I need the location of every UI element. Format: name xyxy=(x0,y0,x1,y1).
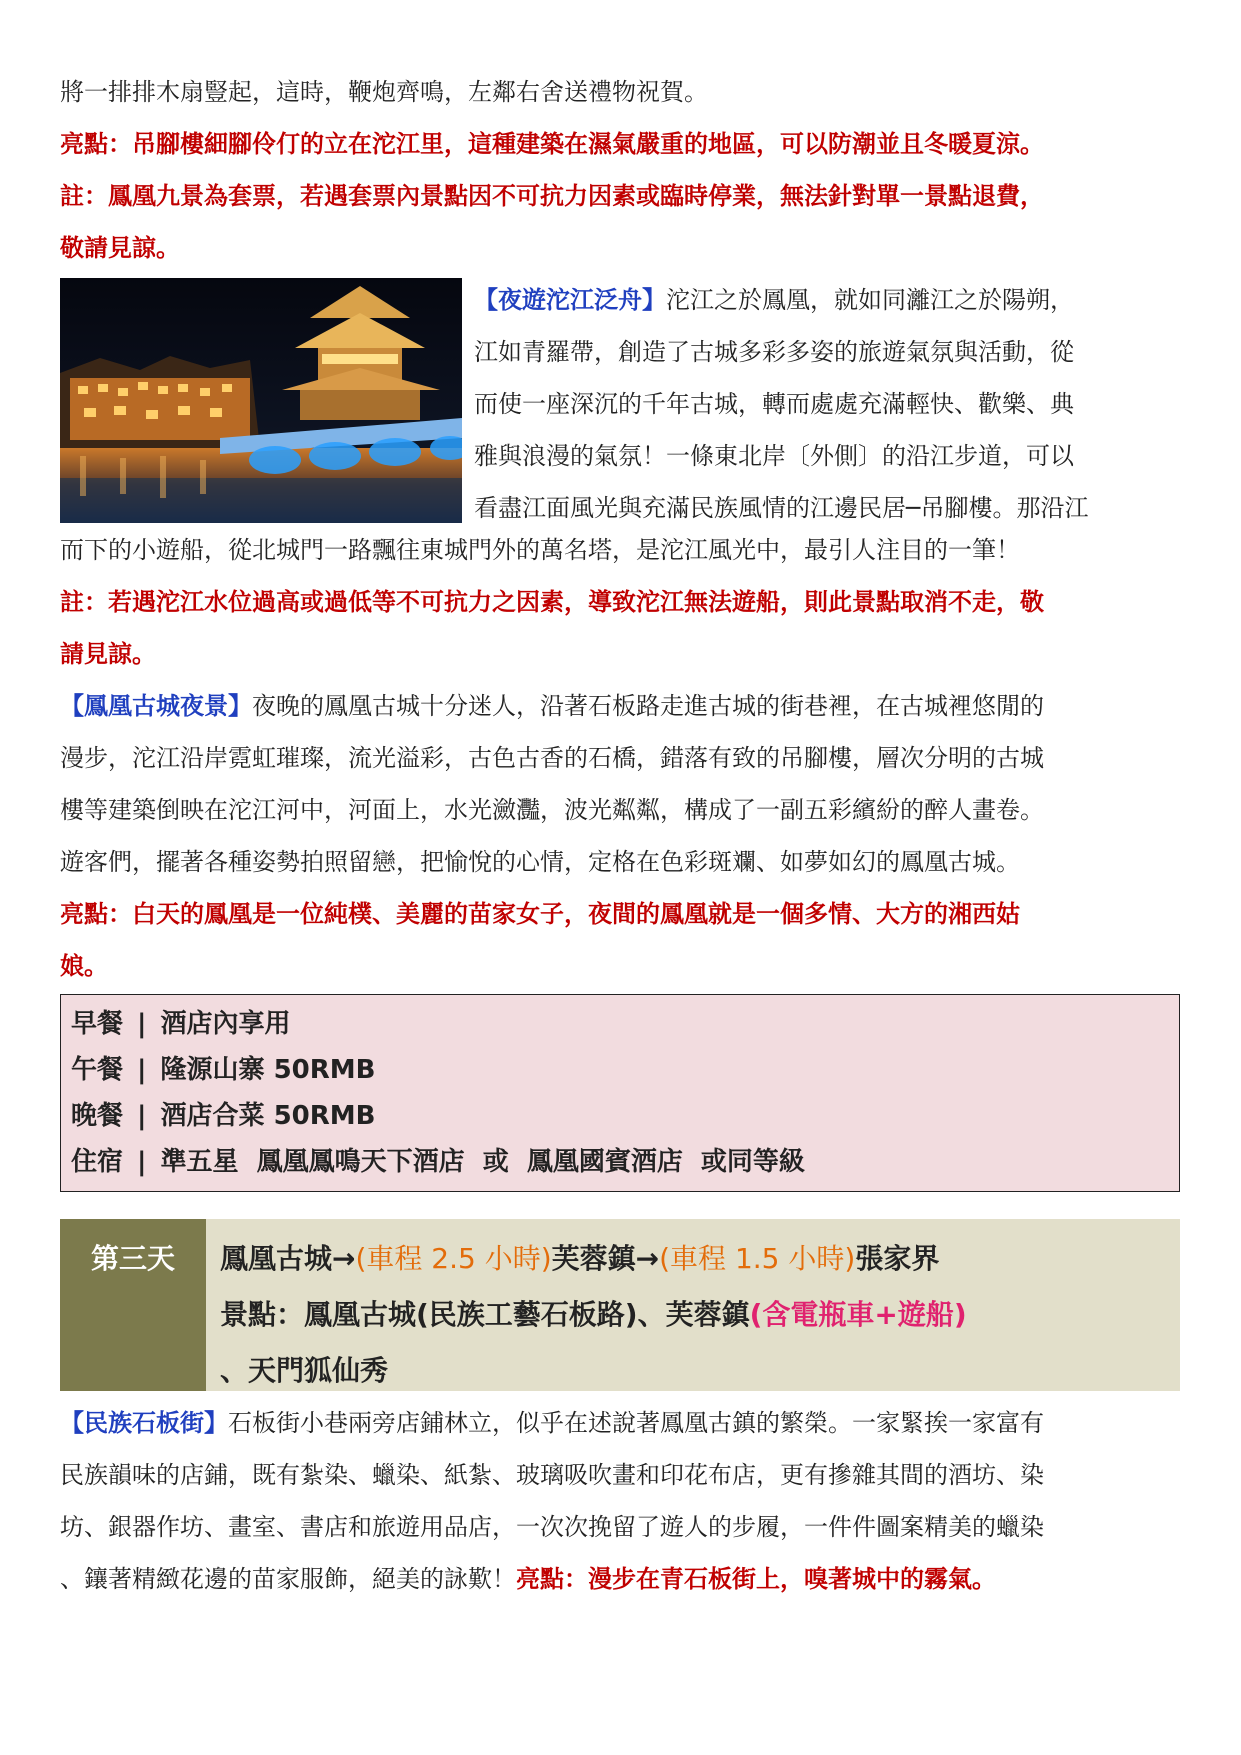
note-river-line2: 請見諒。 xyxy=(60,640,156,668)
stone-street-line4: 、鑲著精緻花邊的苗家服飾，絕美的詠歎！ xyxy=(60,1565,516,1593)
stone-street-line3: 坊、銀器作坊、畫室、書店和旅遊用品店，一次次挽留了遊人的步履，一件件圖案精美的蠟染 xyxy=(60,1513,1044,1541)
day3-header xyxy=(60,1219,1180,1391)
stone-street-line2: 民族韻味的店鋪，既有紮染、蠟染、紙紮、玻璃吸吹畫和印花布店，更有摻雜其間的酒坊、染 xyxy=(60,1461,1044,1489)
meal-label: 早餐 xyxy=(71,1009,124,1039)
night-view-line2: 漫步，沱江沿岸霓虹璀璨，流光溢彩，古色古香的石橋，錯落有致的吊腳樓，層次分明的古城 xyxy=(60,744,1044,772)
meal-value: 隆源山寨 50RMB xyxy=(160,1055,376,1085)
fenghuang-night-photo xyxy=(60,278,462,523)
night-view-title: 【鳳凰古城夜景】 xyxy=(60,692,252,720)
night-river-tail: 而下的小遊船，從北城門一路飄往東城門外的萬名塔，是沱江風光中，最引人注目的一筆！ xyxy=(60,536,1020,564)
meal-label: 住宿 xyxy=(71,1147,124,1177)
highlight-phoenix-line1: 亮點：白天的鳳凰是一位純樸、美麗的苗家女子，夜間的鳳凰就是一個多情、大方的湘西姑 xyxy=(60,900,1020,928)
night-river-title: 【夜遊沱江泛舟】 xyxy=(474,286,666,314)
highlight-stone-street: 亮點：漫步在青石板街上，嗅著城中的霧氣。 xyxy=(516,1565,996,1593)
day3-route: 鳳凰古城→(車程 2.5 小時)芙蓉鎮→(車程 1.5 小時)張家界 xyxy=(220,1242,940,1275)
night-view-line1: 夜晚的鳳凰古城十分迷人，沿著石板路走進古城的街巷裡，在古城裡悠閒的 xyxy=(252,692,1044,720)
meal-row-breakfast: 早餐 | 酒店內享用 xyxy=(71,1009,291,1039)
night-view-line4: 遊客們，擺著各種姿勢拍照留戀，把愉悅的心情，定格在色彩斑斕、如夢如幻的鳳凰古城。 xyxy=(60,848,1020,876)
meal-value: 酒店合菜 50RMB xyxy=(160,1101,376,1131)
day3-spots: 景點：鳳凰古城(民族工藝石板路)、芙蓉鎮(含電瓶車+遊船) xyxy=(220,1298,967,1331)
day3-label: 第三天 xyxy=(60,1219,206,1391)
night-river-line5: 看盡江面風光與充滿民族風情的江邊民居─吊腳樓。那沿江 xyxy=(474,494,1089,522)
page-content xyxy=(60,66,1184,1192)
night-river-text xyxy=(474,274,1184,534)
paragraph-intro: 將一排排木扇豎起，這時，鞭炮齊鳴，左鄰右舍送禮物祝賀。 xyxy=(60,78,708,106)
night-river-line1: 沱江之於鳳凰，就如同灕江之於陽朔， xyxy=(666,286,1074,314)
stone-street-line1: 石板街小巷兩旁店鋪林立，似乎在述說著鳳凰古鎮的繁榮。一家緊挨一家富有 xyxy=(228,1409,1044,1437)
night-river-line3: 而使一座深沉的千年古城，轉而處處充滿輕快、歡樂、典 xyxy=(474,390,1074,418)
night-river-line4: 雅與浪漫的氣氛！一條東北岸〔外側〕的沿江步道，可以 xyxy=(474,442,1074,470)
stone-street-title: 【民族石板街】 xyxy=(60,1409,228,1437)
meal-value: 準五星 鳳凰鳳鳴天下酒店 或 鳳凰國賓酒店 或同等級 xyxy=(160,1147,805,1177)
meal-value: 酒店內享用 xyxy=(160,1009,291,1039)
meal-row-lodging: 住宿 | 準五星 鳳凰鳳鳴天下酒店 或 鳳凰國賓酒店 或同等級 xyxy=(71,1147,805,1177)
note-ticket-line2: 敬請見諒。 xyxy=(60,234,180,262)
meal-row-lunch: 午餐 | 隆源山寨 50RMB xyxy=(71,1055,376,1085)
highlight-stilt-house: 亮點：吊腳樓細腳伶仃的立在沱江里，這種建築在濕氣嚴重的地區，可以防潮並且冬暖夏涼。 xyxy=(60,130,1044,158)
meal-label: 晚餐 xyxy=(71,1101,124,1131)
day3-spots-cont: 、天門狐仙秀 xyxy=(220,1354,389,1387)
note-river-line1: 註：若遇沱江水位過高或過低等不可抗力之因素，導致沱江無法遊船，則此景點取消不走，敬 xyxy=(60,588,1044,616)
meal-row-dinner: 晚餐 | 酒店合菜 50RMB xyxy=(71,1101,376,1131)
night-river-section xyxy=(60,274,1184,524)
highlight-phoenix-line2: 娘。 xyxy=(60,952,108,980)
day3-summary xyxy=(206,1219,1180,1391)
night-river-line2: 江如青羅帶，創造了古城多彩多姿的旅遊氣氛與活動，從 xyxy=(474,338,1074,366)
meal-label: 午餐 xyxy=(71,1055,124,1085)
night-view-line3: 樓等建築倒映在沱江河中，河面上，水光瀲灩，波光粼粼，構成了一副五彩繽紛的醉人畫卷。 xyxy=(60,796,1044,824)
stone-street-section xyxy=(60,1397,1184,1605)
meal-info-box xyxy=(60,994,1180,1192)
note-ticket-line1: 註：鳳凰九景為套票，若遇套票內景點因不可抗力因素或臨時停業，無法針對單一景點退費， xyxy=(60,182,1044,210)
